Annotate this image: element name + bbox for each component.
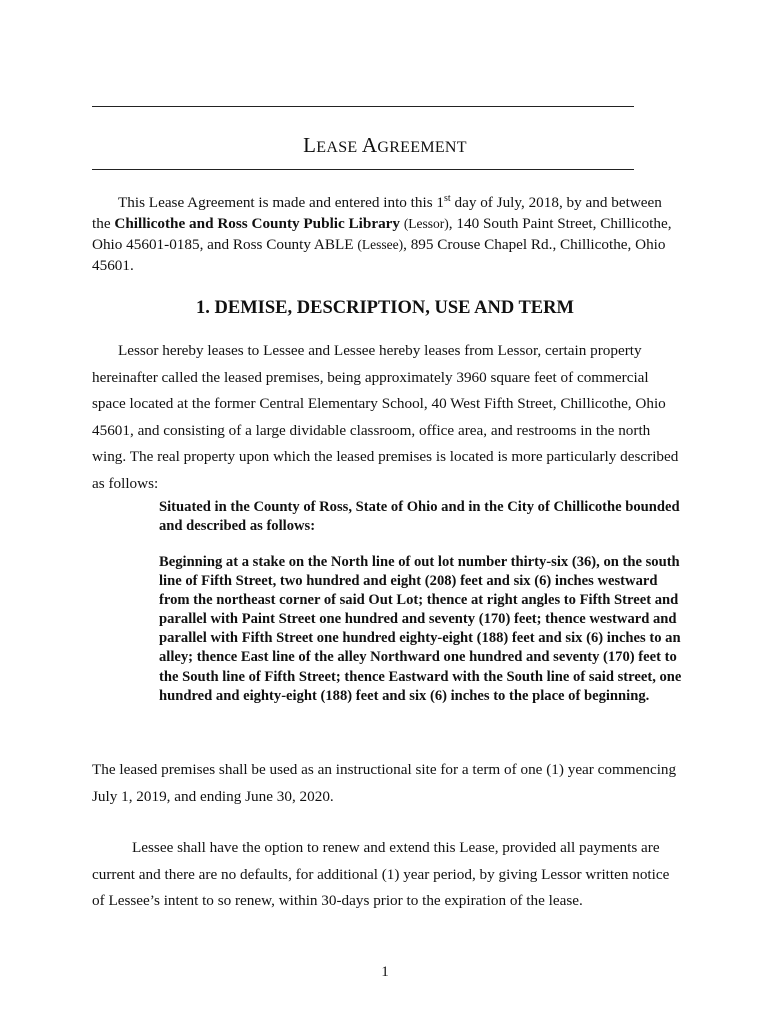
intro-superscript: st <box>444 192 451 204</box>
legal-description-1: Situated in the County of Ross, State of Ohio and in the City of Chillicothe bounded and described as follows: <box>159 499 680 535</box>
premises-paragraph <box>92 338 682 497</box>
lessor-tag: (Lessor) <box>403 216 449 231</box>
title-initial-a: A <box>361 133 378 157</box>
renewal-paragraph <box>92 835 682 915</box>
intro-text-3: , 140 South Paint Street, Chillicothe, Ohio 45601-0185, and Ross County ABLE <box>92 215 672 253</box>
title-initial-l: L <box>303 133 317 157</box>
lessor-name: Chillicothe and Ross County Public Library <box>114 215 401 232</box>
intro-text-4: , 895 Crouse Chapel Rd., Chillicothe, Ohio 45601. <box>92 236 666 274</box>
intro-text-2: day of July, 2018, by and between the <box>92 194 662 232</box>
page-number: 1 <box>381 964 389 980</box>
intro-text-1: This Lease Agreement is made and entered into this 1 <box>118 194 445 211</box>
title-rule <box>92 169 634 170</box>
lessee-tag: (Lessee) <box>357 237 404 252</box>
title-word-1-rest: EASE <box>316 139 358 156</box>
legal-description-2: Beginning at a stake on the North line of out lot number thirty-six (36), on the south line of Fifth Street, two hundred and eight (208) feet and six (6) inches westward from the northeast corner of said Out Lot; thence at right angles to Fifth Street and parallel with Paint Street one hundred and seventy (170) feet; thence westward and parallel with Fifth Street one hundred eighty-eight (188) feet and six (6) inches to an alley; thence East line of the alley Northward one hundred and seventy (170) feet to the South line of Fifth Street; thence Eastward with the South line of said street, one hundred and eighty-eight (188) feet and six (6) inches to the place of beginning. <box>159 554 682 704</box>
page-title <box>0 133 770 158</box>
renewal-text: Lessee shall have the option to renew and extend this Lease, provided all payments are current and there are no defaults, for additional (1) year period, by giving Lessor written notice of Lessee’s intent to so renew, within 30-days prior to the expiration of the lease. <box>92 839 670 909</box>
title-word-2-rest: GREEMENT <box>377 139 467 156</box>
section-heading: 1. DEMISE, DESCRIPTION, USE AND TERM <box>196 298 574 318</box>
intro-paragraph <box>92 192 672 276</box>
premises-text: Lessor hereby leases to Lessee and Lessee hereby leases from Lessor, certain property hereinafter called the leased premises, being approximately 3960 square feet of commercial space located at the former Central Elementary School, 40 West Fifth Street, Chillicothe, Ohio 45601, and consisting of a large dividable classroom, office area, and restrooms in the north wing. The real property upon which the leased premises is located is more particularly described as follows: <box>92 342 679 492</box>
use-term-paragraph: The leased premises shall be used as an instructional site for a term of one (1) year commencing July 1, 2019, and ending June 30, 2020. <box>92 761 677 805</box>
top-rule <box>92 106 634 107</box>
